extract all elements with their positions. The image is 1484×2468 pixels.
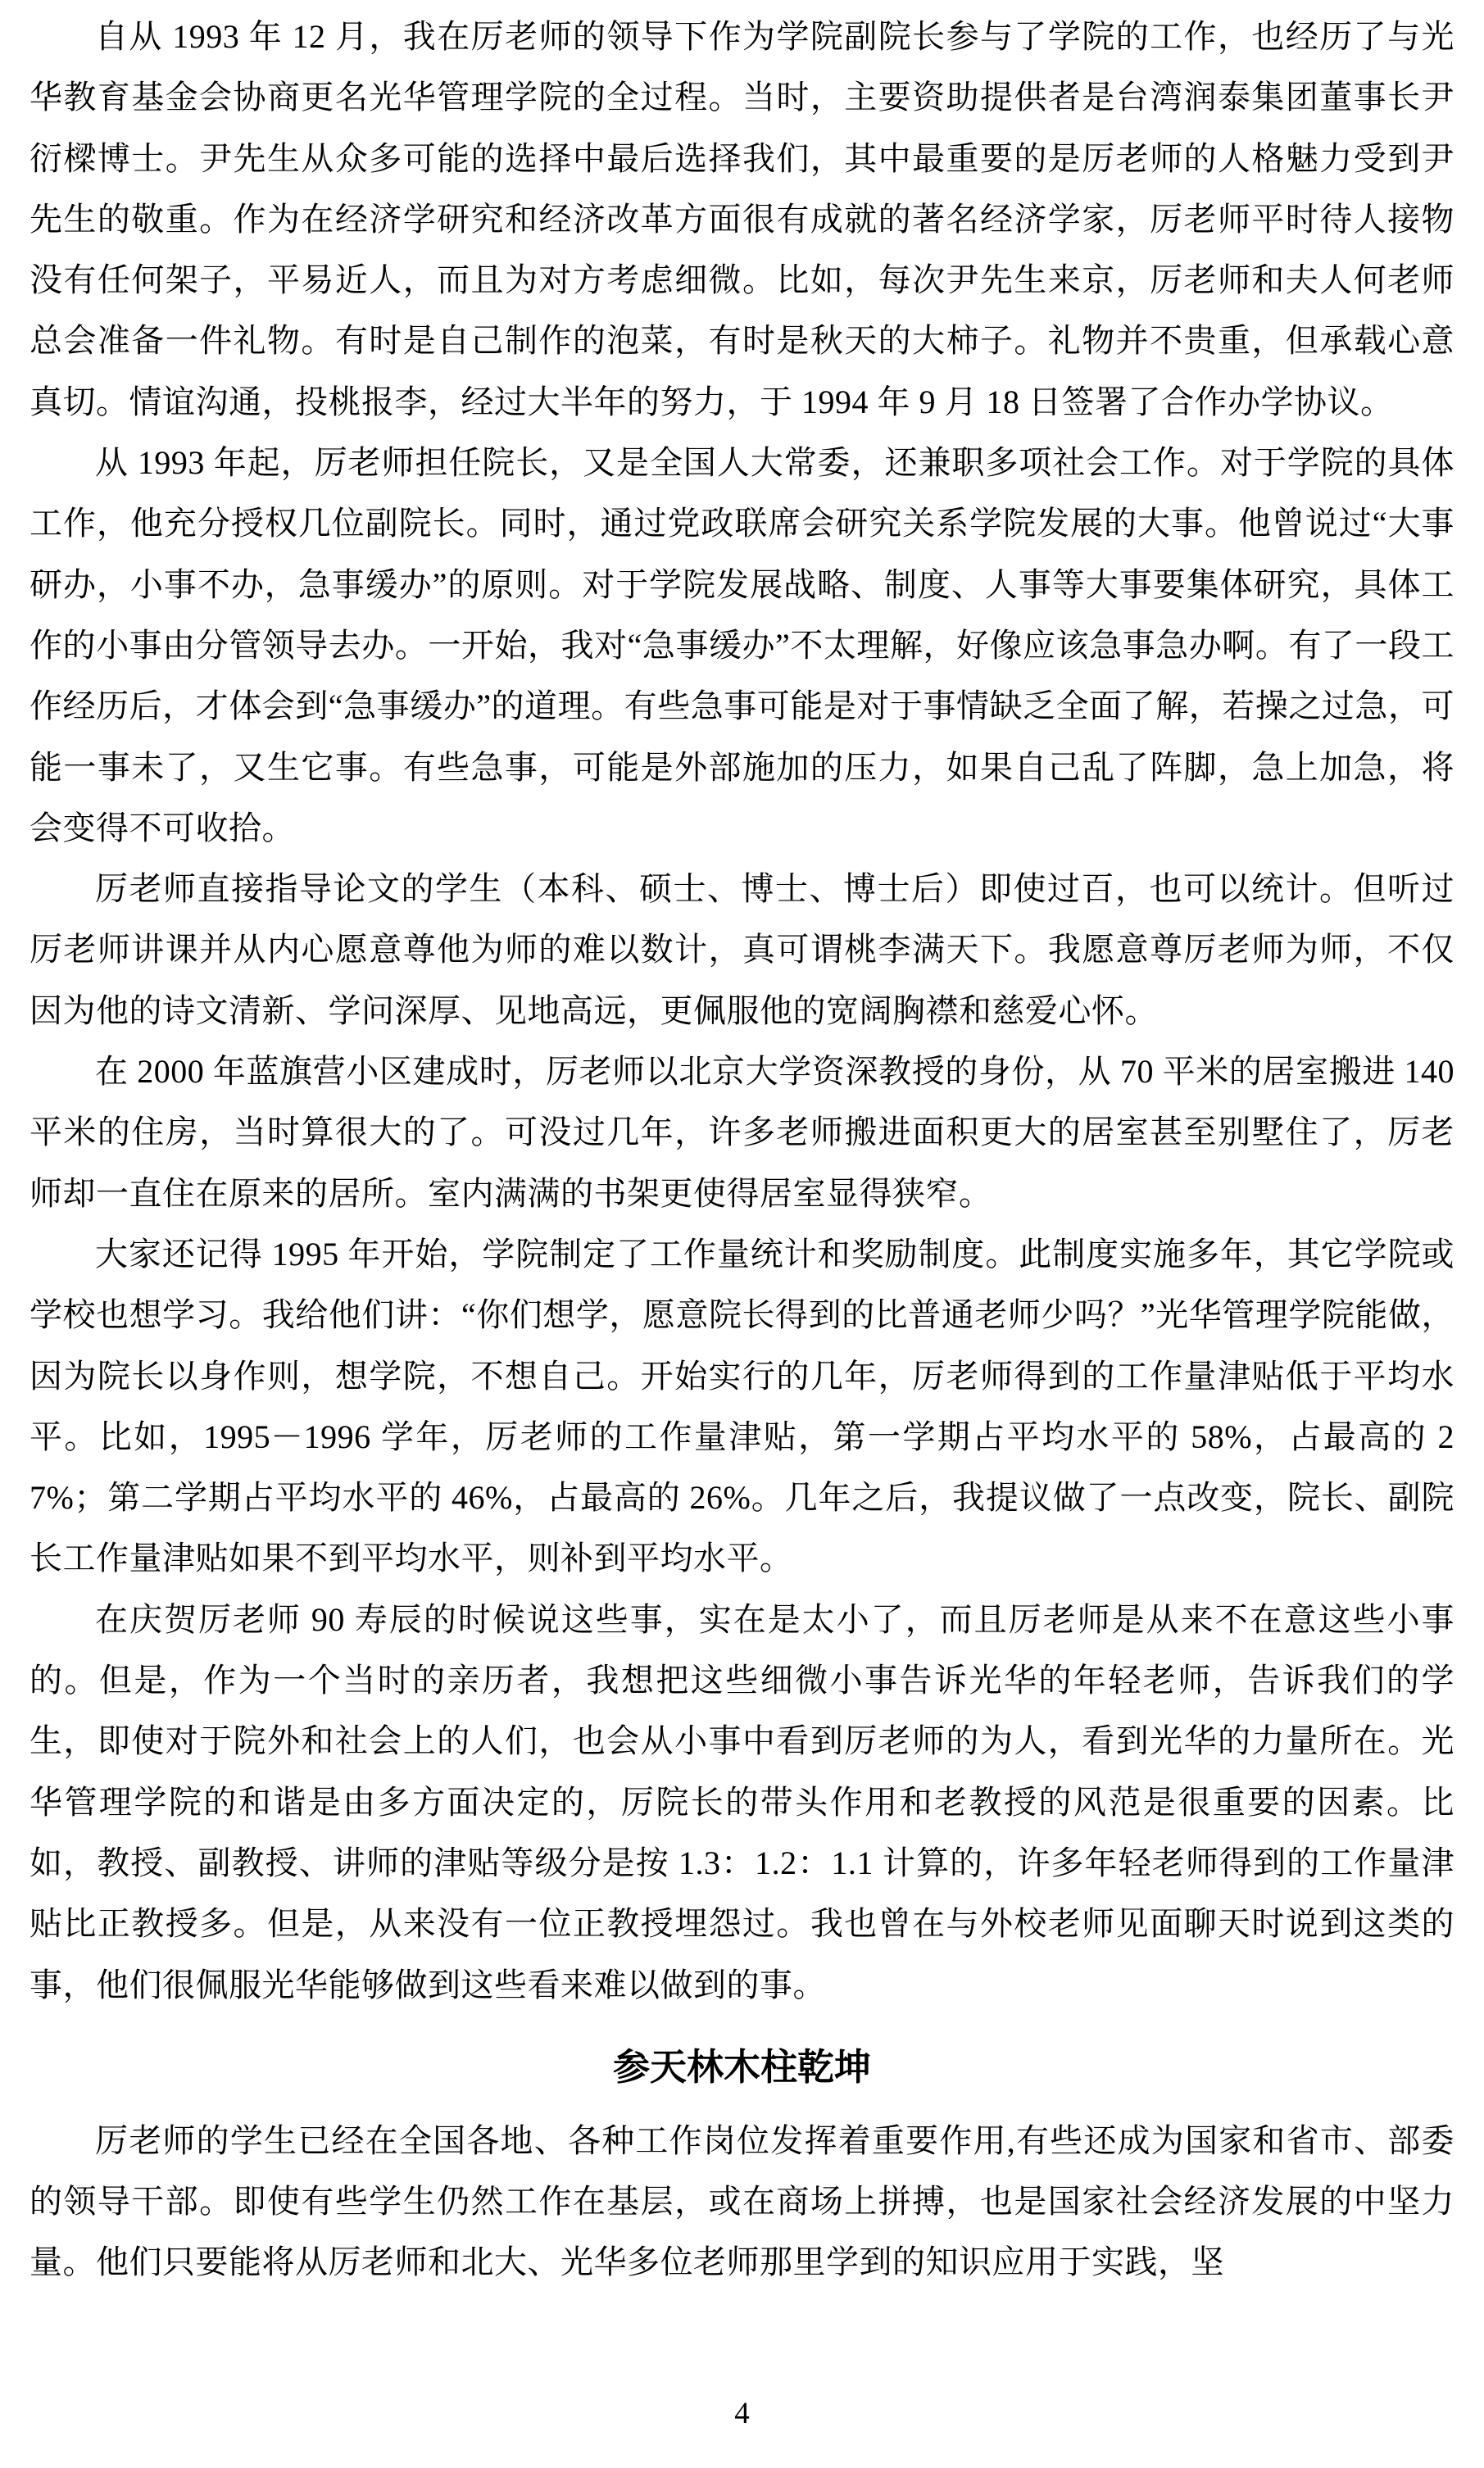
paragraph: 大家还记得 1995 年开始，学院制定了工作量统计和奖励制度。此制度实施多年，其它学院或学校也想学习。我给他们讲：“你们想学，愿意院长得到的比普通老师少吗？”光华管理学院能做，因为院长以身作则，想学院，不想自己。开始实行的几年，厉老师得到的工作量津贴低于平均水平。比如，1995－1996 学年，厉老师的工作量津贴，第一学期占平均水平的 58%，占最高的 27%；第二学期占平均水平的 46%，占最高的 26%。几年之后，我提议做了一点改变，院长、副院长工作量津贴如果不到平均水平，则补到平均水平。 xyxy=(29,1235,1455,1577)
page-number: 4 xyxy=(734,2397,750,2430)
paragraph: 在 2000 年蓝旗营小区建成时，厉老师以北京大学资深教授的身份，从 70 平米的居室搬进 140 平米的住房，当时算很大的了。可没过几年，许多老师搬进面积更大的居室甚至别墅住了，厉老师却一直住在原来的居所。室内满满的书架更使得居室显得狭窄。 xyxy=(29,1053,1455,1212)
section-heading: 参天林木柱乾坤 xyxy=(612,2045,871,2088)
paragraph: 从 1993 年起，厉老师担任院长，又是全国人大常委，还兼职多项社会工作。对于学院的具体工作，他充分授权几位副院长。同时，通过党政联席会研究关系学院发展的大事。他曾说过“大事研办，小事不办，急事缓办”的原则。对于学院发展战略、制度、人事等大事要集体研究，具体工作的小事由分管领导去办。一开始，我对“急事缓办”不太理解，好像应该急事急办啊。有了一段工作经历后，才体会到“急事缓办”的道理。有些急事可能是对于事情缺乏全面了解，若操之过急，可能一事未了，又生它事。有些急事，可能是外部施加的压力，如果自己乱了阵脚，急上加急，将会变得不可收拾。 xyxy=(29,444,1455,846)
paragraph: 自从 1993 年 12 月，我在厉老师的领导下作为学院副院长参与了学院的工作，也经历了与光华教育基金会协商更名光华管理学院的全过程。当时，主要资助提供者是台湾润泰集团董事长尹衍樑博士。尹先生从众多可能的选择中最后选择我们，其中最重要的是厉老师的人格魅力受到尹先生的敬重。作为在经济学研究和经济改革方面很有成就的著名经济学家，厉老师平时待人接物没有任何架子，平易近人，而且为对方考虑细微。比如，每次尹先生来京，厉老师和夫人何老师总会准备一件礼物。有时是自己制作的泡菜，有时是秋天的大柿子。礼物并不贵重，但承载心意真切。情谊沟通，投桃报李，经过大半年的努力，于 1994 年 9 月 18 日签署了合作办学协议。 xyxy=(29,18,1455,420)
paragraph: 厉老师的学生已经在全国各地、各种工作岗位发挥着重要作用,有些还成为国家和省市、部委的领导干部。即使有些学生仍然工作在基层，或在商场上拼搏，也是国家社会经济发展的中坚力量。他们只要能将从厉老师和北大、光华多位老师那里学到的知识应用于实践，坚 xyxy=(29,2121,1455,2281)
paragraph: 在庆贺厉老师 90 寿辰的时候说这些事，实在是太小了，而且厉老师是从来不在意这些小事的。但是，作为一个当时的亲历者，我想把这些细微小事告诉光华的年轻老师，告诉我们的学生，即使对于院外和社会上的人们，也会从小事中看到厉老师的为人，看到光华的力量所在。光华管理学院的和谐是由多方面决定的，厉院长的带头作用和老教授的风范是很重要的因素。比如，教授、副教授、讲师的津贴等级分是按 1.3：1.2：1.1 计算的，许多年轻老师得到的工作量津贴比正教授多。但是，从来没有一位正教授埋怨过。我也曾在与外校老师见面聊天时说到这类的事，他们很佩服光华能够做到这些看来难以做到的事。 xyxy=(29,1600,1455,2003)
document-body xyxy=(29,7,1455,2293)
paragraph: 厉老师直接指导论文的学生（本科、硕士、博士、博士后）即使过百，也可以统计。但听过厉老师讲课并从内心愿意尊他为师的难以数计，真可谓桃李满天下。我愿意尊厉老师为师，不仅因为他的诗文清新、学问深厚、见地高远，更佩服他的宽阔胸襟和慈爱心怀。 xyxy=(29,870,1455,1029)
